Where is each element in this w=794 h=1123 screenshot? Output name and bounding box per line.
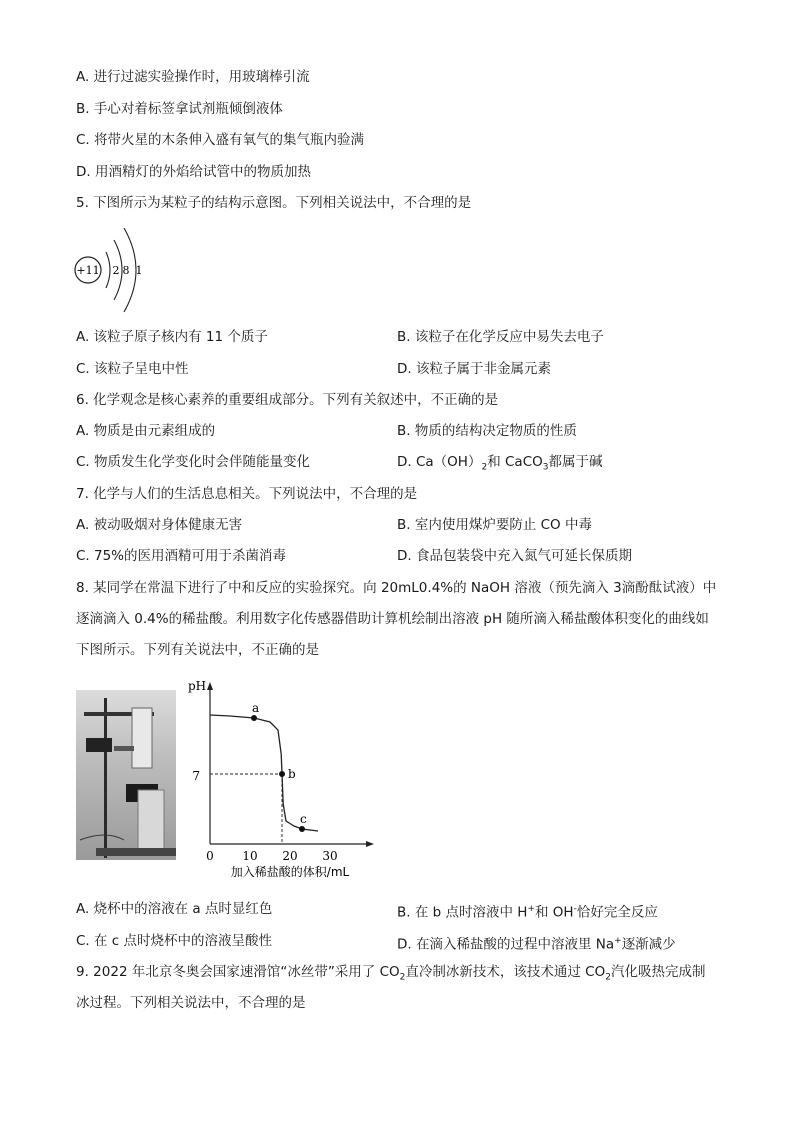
q5-stem: 5. 下图所示为某粒子的结构示意图。下列相关说法中，不合理的是 (76, 195, 472, 211)
q9-stem-line-2: 冰过程。下列相关说法中，不合理的是 (76, 995, 306, 1011)
q8-stem-line-3: 下图所示。下列有关说法中，不正确的是 (76, 642, 319, 658)
y-axis-label: pH (188, 679, 207, 693)
q7-option-c: C. 75%的医用酒精可用于杀菌消毒 (76, 548, 287, 564)
point-label-a: a (252, 701, 260, 715)
shell-electrons-1: 2 (112, 264, 120, 277)
q4-option-b: B. 手心对着标签拿试剂瓶倾倒液体 (76, 101, 283, 117)
q8-option-a: A. 烧杯中的溶液在 a 点时显红色 (76, 901, 273, 917)
q8-stem-line-1: 8. 某同学在常温下进行了中和反应的实验探究。向 20mL0.4%的 NaOH 溶液（预先滴入 3滴酚酞试液）中 (76, 580, 717, 596)
q6-option-a: A. 物质是由元素组成的 (76, 423, 216, 439)
q9-stem-line-1: 9. 2022 年北京冬奥会国家速滑馆“冰丝带”采用了 $CO_2$直冷制冰新技术，该技术通过 $CO_2$汽化吸热完成制 (76, 964, 706, 983)
q5-option-b: B. 该粒子在化学反应中易失去电子 (397, 329, 604, 345)
q7-stem: 7. 化学与人们的生活息息相关。下列说法中，不合理的是 (76, 486, 418, 502)
nucleus-charge: +11 (76, 264, 100, 277)
q7-option-d: D. 食品包装袋中充入氮气可延长保质期 (397, 548, 632, 564)
q7-option-a: A. 被动吸烟对身体健康无害 (76, 517, 243, 533)
point-label-b: b (288, 767, 296, 781)
y-axis-arrow (207, 682, 213, 690)
q5-option-d: D. 该粒子属于非金属元素 (397, 361, 551, 377)
ph-titration-chart (180, 676, 390, 886)
q6-option-c: C. 物质发生化学变化时会伴随能量变化 (76, 454, 311, 470)
q7-option-b: B. 室内使用煤炉要防止 CO 中毒 (397, 517, 592, 533)
q8-stem-line-2: 逐滴滴入 0.4%的稀盐酸。利用数字化传感器借助计算机绘制出溶液 pH 随所滴入稀盐酸体积变化的曲线如 (76, 611, 709, 627)
q5-option-a: A. 该粒子原子核内有 11 个质子 (76, 329, 268, 345)
q8-option-d: D. 在滴入稀盐酸的过程中溶液里 Na+逐渐减少 (397, 936, 676, 953)
x-tick-label: 0 (206, 849, 214, 863)
shell-electrons-3: 1 (135, 264, 143, 277)
shell-arc-1 (106, 252, 110, 288)
q6-stem: 6. 化学观念是核心素养的重要组成部分。下列有关叙述中，不正确的是 (76, 392, 499, 408)
shell-electrons-2: 8 (122, 264, 130, 277)
point-b (279, 771, 285, 777)
q6-option-d: D. $Ca(OH)_2$和 CaCO$_3$都属于碱 (397, 454, 603, 473)
point-label-c: c (300, 812, 307, 826)
atom-structure-diagram (68, 222, 158, 318)
q8-option-c: C. 在 c 点时烧杯中的溶液呈酸性 (76, 933, 273, 949)
x-tick-label: 30 (322, 849, 338, 863)
q4-option-a: A. 进行过滤实验操作时，用玻璃棒引流 (76, 69, 310, 85)
point-a (251, 715, 257, 721)
x-axis-label: 加入稀盐酸的体积/mL (230, 865, 350, 879)
x-tick-label: 20 (282, 849, 298, 863)
q4-option-c: C. 将带火星的木条伸入盛有氧气的集气瓶内验满 (76, 132, 365, 148)
q5-option-c: C. 该粒子呈电中性 (76, 361, 189, 377)
y-tick-7: 7 (192, 769, 200, 783)
q6-option-b: B. 物质的结构决定物质的性质 (397, 423, 577, 439)
x-tick-label: 10 (242, 849, 258, 863)
apparatus-photo (76, 690, 176, 860)
q4-option-d: D. 用酒精灯的外焰给试管中的物质加热 (76, 164, 311, 180)
q8-option-b: B. 在 b 点时溶液中 H+和 OH-恰好完全反应 (397, 904, 658, 921)
x-axis-arrow (366, 841, 374, 847)
point-c (299, 826, 305, 832)
